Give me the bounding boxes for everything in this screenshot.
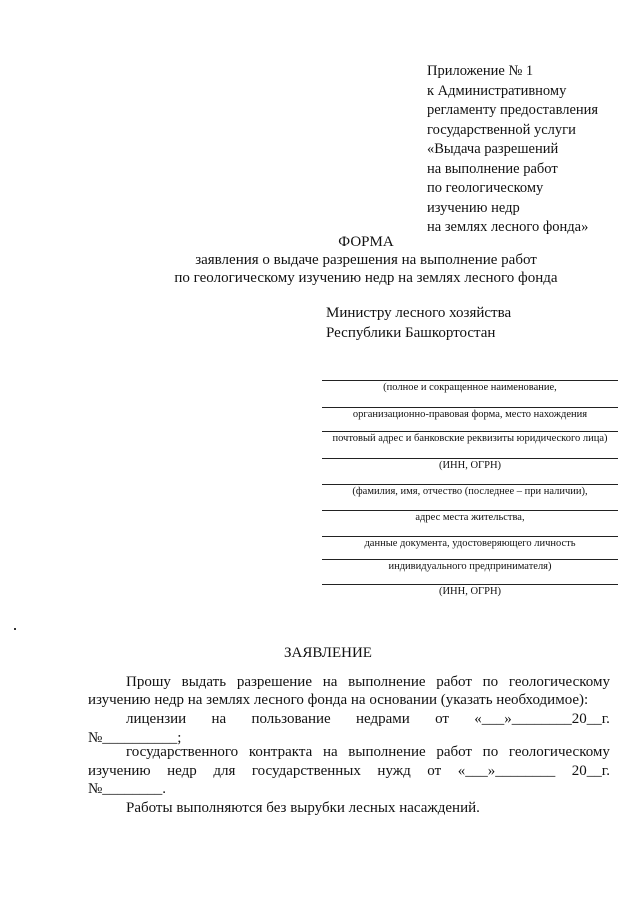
field-caption: (ИНН, ОГРН) [438, 460, 502, 471]
statement-title: ЗАЯВЛЕНИЕ [284, 645, 372, 661]
license-number-field[interactable]: №__________; [88, 730, 182, 746]
contract-option-line: изучению недр для государственных нужд от «___»________ 20__г. [88, 763, 610, 779]
fill-line[interactable] [322, 536, 618, 537]
fill-line[interactable] [322, 559, 618, 560]
fill-line[interactable] [322, 458, 618, 459]
form-title: ФОРМА [338, 234, 394, 250]
fill-line[interactable] [322, 510, 618, 511]
addressee-line: Республики Башкортостан [326, 324, 496, 341]
appendix-line: регламенту предоставления [427, 102, 599, 118]
contract-option-line: государственного контракта на выполнение работ по геологическому [126, 744, 610, 760]
field-caption: адрес места жительства, [415, 512, 525, 523]
appendix-line: к Административному [427, 82, 567, 99]
appendix-line: по геологическому [427, 180, 544, 196]
field-caption: почтовый адрес и банковские реквизиты юридического лица) [332, 433, 608, 444]
statement-paragraph-line: Прошу выдать разрешение на выполнение работ по геологическому [126, 674, 610, 690]
fill-line[interactable] [322, 380, 618, 381]
field-caption: организационно-правовая форма, место нахождения [352, 409, 588, 420]
fill-line[interactable] [322, 431, 618, 432]
license-option-line: лицензии на пользование недрами от «___»________20__г. [126, 711, 610, 727]
field-caption: индивидуального предпринимателя) [388, 561, 552, 572]
form-subtitle: заявления о выдаче разрешения на выполнение работ [195, 252, 537, 268]
field-caption: (ИНН, ОГРН) [438, 586, 502, 597]
contract-number-field[interactable]: №________. [88, 781, 167, 797]
form-subtitle: по геологическому изучению недр на землях лесного фонда [174, 270, 558, 286]
appendix-line: изучению недр [427, 199, 520, 216]
fill-line[interactable] [322, 484, 618, 485]
appendix-line: на выполнение работ [427, 160, 558, 177]
appendix-line: на землях лесного фонда» [427, 219, 589, 235]
addressee-line: Министру лесного хозяйства [326, 305, 512, 321]
field-caption: (фамилия, имя, отчество (последнее – при наличии), [352, 486, 588, 497]
fill-line[interactable] [322, 584, 618, 585]
appendix-line: Приложение № 1 [427, 63, 534, 79]
appendix-line: «Выдача разрешений [427, 141, 559, 157]
field-caption: (полное и сокращенное наименование, [383, 382, 557, 393]
field-caption: данные документа, удостоверяющего личность [364, 538, 576, 549]
appendix-line: государственной услуги [427, 121, 576, 138]
addressee-block [326, 304, 511, 343]
appendix-block [427, 62, 598, 238]
statement-paragraph-line: изучению недр на землях лесного фонда на основании (указать необходимое): [88, 692, 589, 708]
scan-speck [14, 628, 16, 630]
statement-note: Работы выполняются без вырубки лесных насаждений. [126, 800, 480, 816]
fill-line[interactable] [322, 407, 618, 408]
